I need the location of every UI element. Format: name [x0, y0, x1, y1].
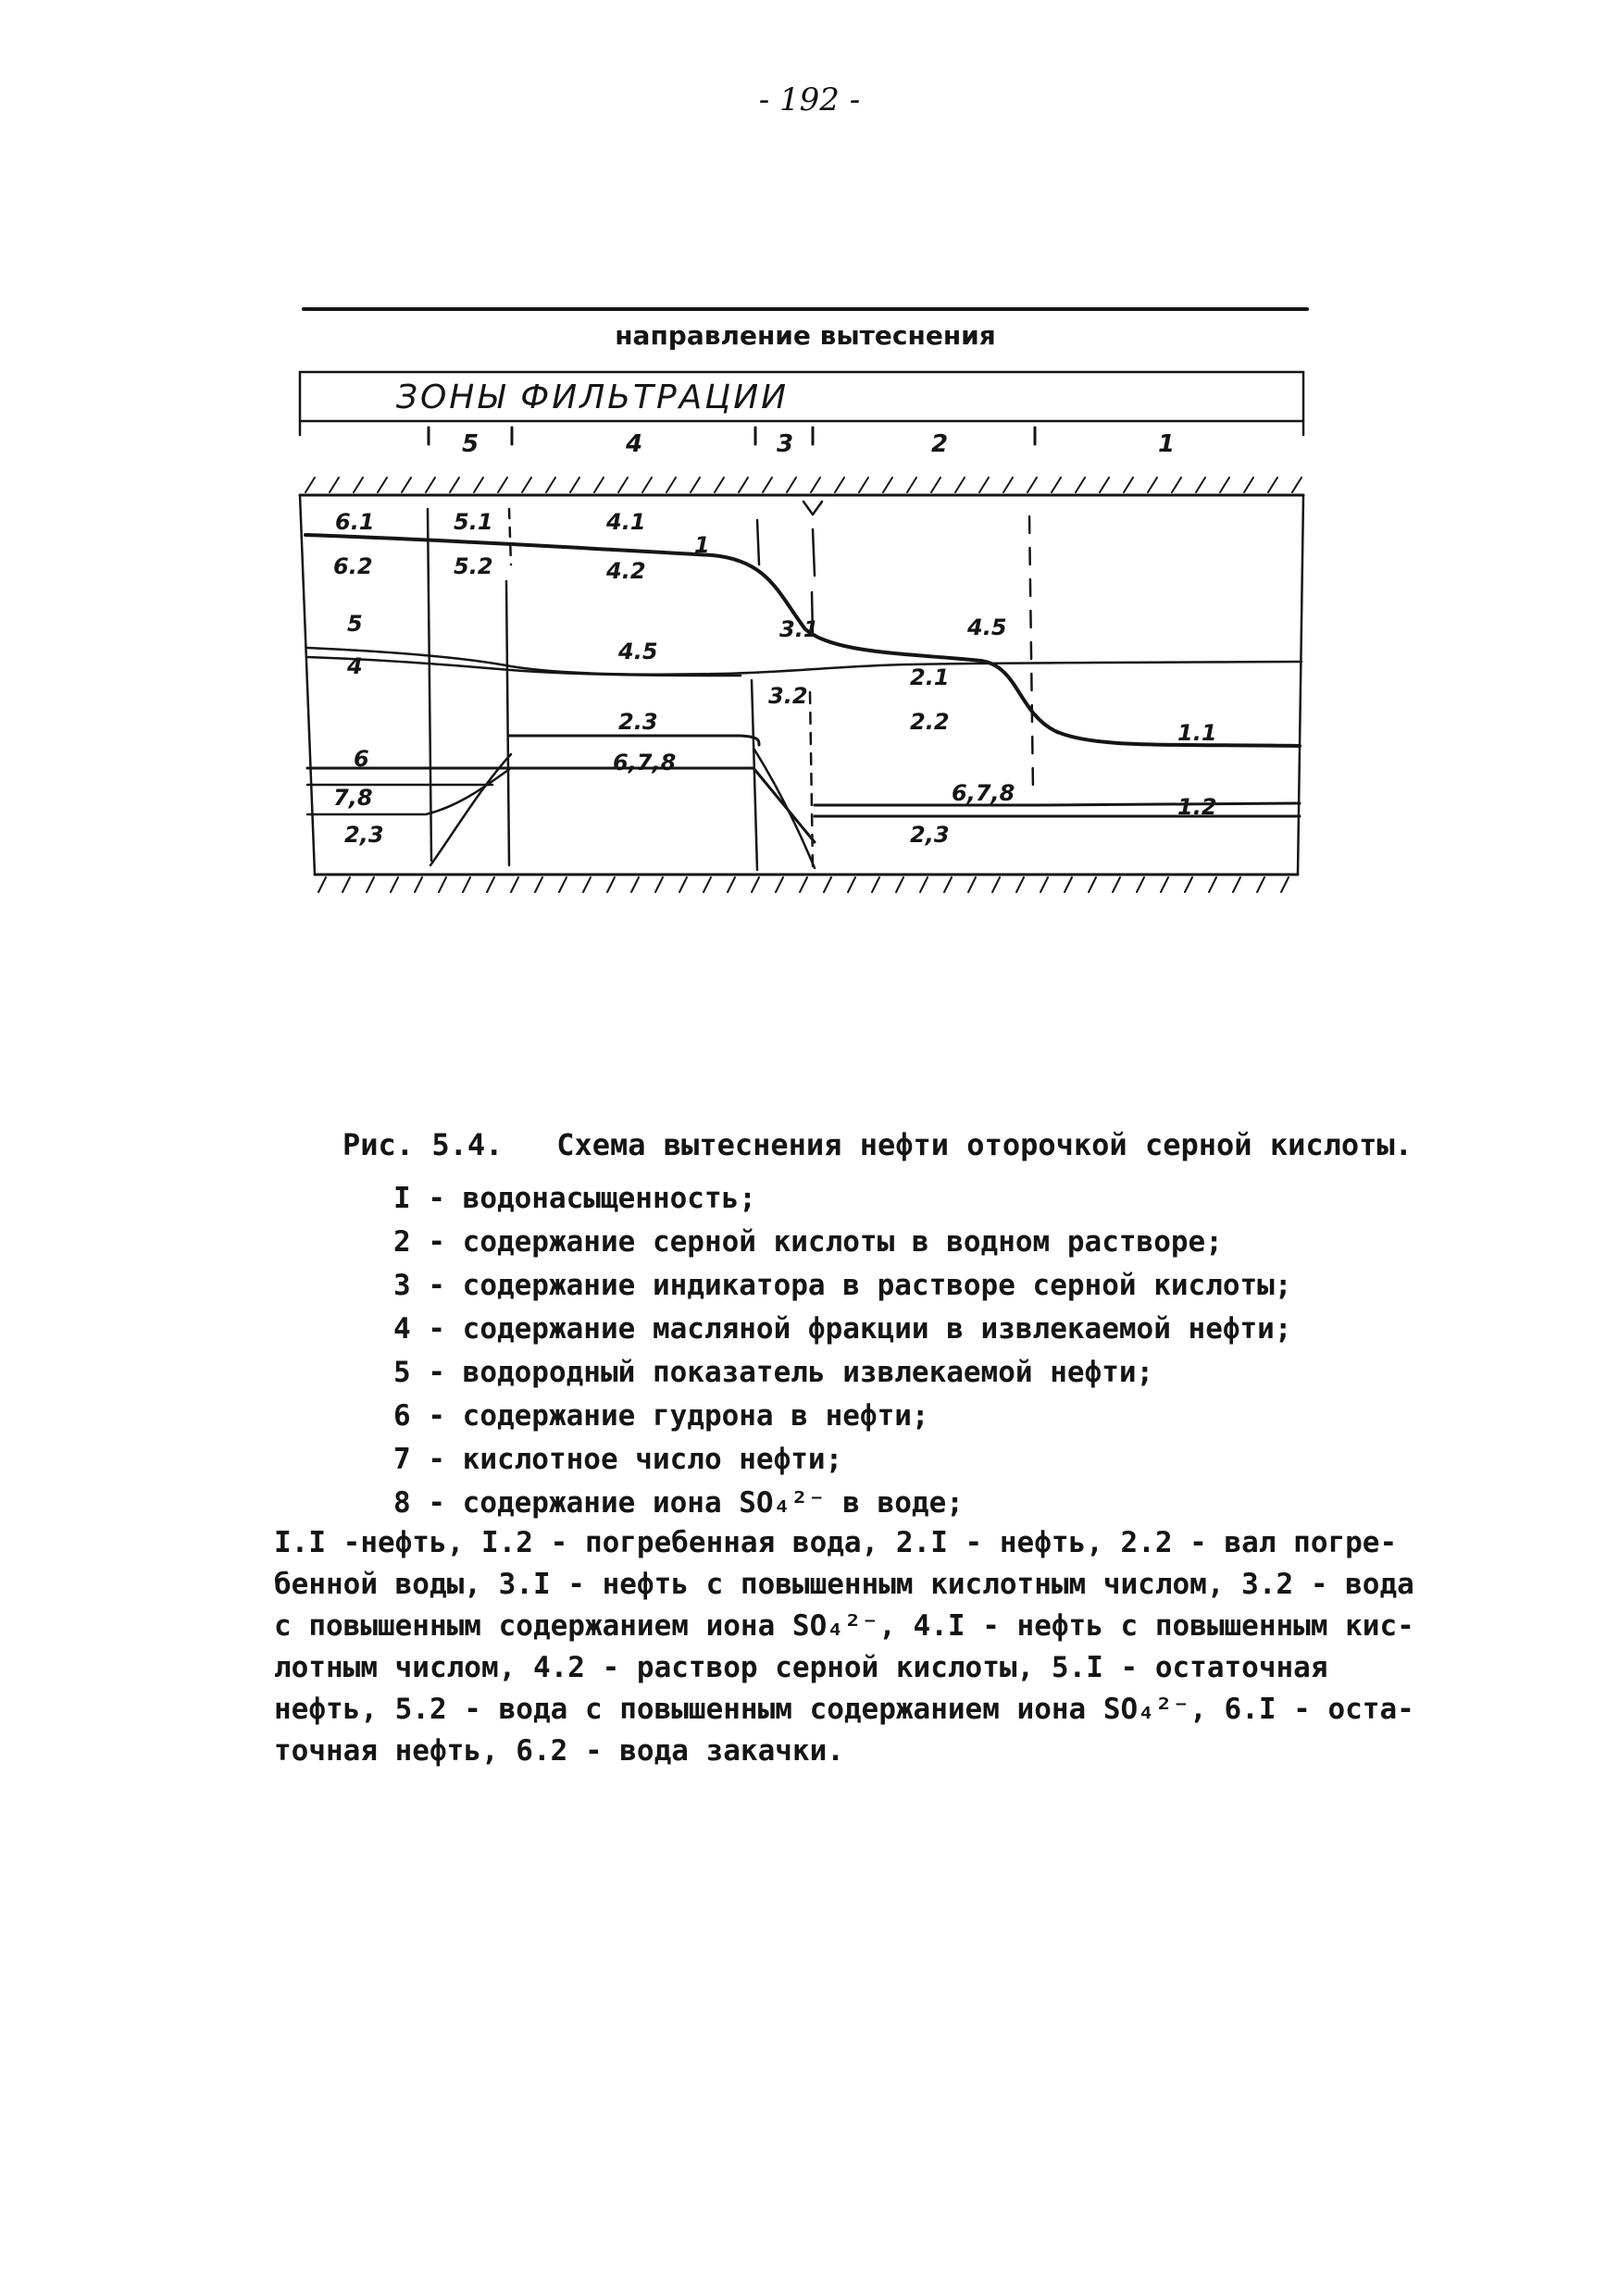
zone-label: 4 — [625, 430, 643, 458]
hatch-mark — [752, 877, 759, 892]
hatch-mark — [679, 877, 687, 892]
hatch-mark — [811, 478, 820, 492]
hatch-mark — [439, 877, 446, 892]
caption-prefix: Рис. 5.4. — [342, 1127, 504, 1162]
hatch-mark — [1292, 478, 1301, 492]
hatch-mark — [1027, 478, 1037, 492]
top-hatching — [305, 478, 1301, 492]
curve-label: 6.2 — [333, 553, 373, 579]
hatch-mark — [546, 478, 555, 492]
hatch-mark — [378, 478, 387, 492]
hatch-mark — [450, 478, 459, 492]
hatch-mark — [642, 478, 652, 492]
hatch-mark — [415, 877, 422, 892]
hatch-mark — [330, 478, 339, 492]
hatch-mark — [1185, 877, 1192, 892]
hatch-mark — [594, 478, 604, 492]
legend-list — [393, 1177, 1292, 1525]
curve-label: 2.1 — [910, 664, 950, 690]
hatch-mark — [402, 478, 411, 492]
hatch-mark — [944, 877, 952, 892]
legend-item: I - водонасыщенность; — [393, 1182, 756, 1215]
curve-label: 6,7,8 — [613, 750, 677, 776]
hatch-mark — [655, 877, 663, 892]
zone-label: 3 — [776, 430, 794, 458]
hatch-mark — [463, 877, 470, 892]
hatch-mark — [848, 877, 855, 892]
hatch-mark — [487, 877, 494, 892]
curve-label: 3.2 — [768, 683, 808, 709]
hatch-mark — [824, 877, 831, 892]
hatch-mark — [1052, 478, 1061, 492]
hatch-mark — [1089, 877, 1096, 892]
front-line — [428, 509, 431, 861]
hatch-mark — [1076, 478, 1085, 492]
legend-item: 6 - содержание гудрона в нефти; — [393, 1399, 929, 1433]
bottom-hatching — [318, 877, 1289, 892]
hatch-mark — [763, 478, 772, 492]
curve-label: 4.5 — [967, 614, 1007, 640]
legend-item: 5 - водородный показатель извлекаемой нефти; — [393, 1356, 1154, 1389]
curve-6-7-8-right — [815, 803, 1300, 805]
curve-label: 5.1 — [454, 509, 493, 535]
hatch-mark — [883, 478, 892, 492]
hatch-mark — [1040, 877, 1048, 892]
hatch-mark — [1257, 877, 1264, 892]
curve-label: 7,8 — [333, 785, 373, 811]
hatch-mark — [1209, 877, 1216, 892]
curve-label: 3.1 — [779, 616, 819, 642]
hatch-mark — [1065, 877, 1072, 892]
figure-caption — [342, 1127, 1453, 1162]
hatch-mark — [559, 877, 567, 892]
hatch-mark — [955, 478, 965, 492]
curve-label: 5 — [347, 611, 363, 637]
zones-text-line: с повышенным содержанием иона SO₄²⁻, 4.I - нефть с повышенным кис- — [274, 1609, 1414, 1643]
hatch-mark — [583, 877, 591, 892]
zones-text-line: лотным числом, 4.2 - раствор серной кислоты, 5.I - остаточная — [274, 1651, 1328, 1684]
hatch-mark — [607, 877, 615, 892]
zones-text-line: нефть, 5.2 - вода с повышенным содержанием иона SO₄²⁻, 6.I - оста- — [274, 1693, 1414, 1726]
hatch-mark — [1124, 478, 1133, 492]
hatch-mark — [342, 877, 350, 892]
hatch-mark — [979, 478, 989, 492]
hatch-mark — [522, 478, 531, 492]
curve-label: 4.2 — [606, 558, 646, 584]
hatch-mark — [426, 478, 435, 492]
hatch-mark — [739, 478, 748, 492]
curve-5 — [307, 648, 1301, 675]
curve-fall — [754, 750, 815, 868]
hatch-mark — [511, 877, 518, 892]
zones-description — [274, 1522, 1440, 1772]
hatch-mark — [715, 478, 724, 492]
hatch-mark — [1281, 877, 1289, 892]
legend-item: 7 - кислотное число нефти; — [393, 1443, 843, 1476]
hatch-mark — [666, 478, 676, 492]
legend-item: 3 - содержание индикатора в растворе серной кислоты; — [393, 1269, 1292, 1302]
zones-text-line: I.I -нефть, I.2 - погребенная вода, 2.I - нефть, 2.2 - вал погре- — [274, 1526, 1398, 1559]
front-line — [506, 581, 509, 865]
legend-item: 8 - содержание иона SO₄²⁻ в воде; — [393, 1486, 964, 1520]
curve-label: 4.5 — [618, 639, 658, 664]
hatch-mark — [1113, 877, 1120, 892]
zone-label: 1 — [1157, 430, 1176, 458]
curve-label: 4 — [347, 653, 363, 679]
hatch-mark — [859, 478, 868, 492]
hatch-mark — [1003, 478, 1013, 492]
curve-label: 5.2 — [454, 553, 493, 579]
hatch-mark — [931, 478, 940, 492]
hatch-mark — [787, 478, 796, 492]
hatch-mark — [896, 877, 903, 892]
hatch-mark — [907, 478, 916, 492]
hatch-mark — [1220, 478, 1229, 492]
figure-header: направление вытеснения — [615, 320, 996, 351]
hatch-mark — [1137, 877, 1144, 892]
legend-item: 4 - содержание масляной фракции в извлекаемой нефти; — [393, 1312, 1292, 1346]
curve-label: 2,3 — [910, 822, 950, 848]
hatch-mark — [920, 877, 928, 892]
hatch-mark — [1148, 478, 1157, 492]
hatch-mark — [631, 877, 639, 892]
hatch-mark — [1233, 877, 1240, 892]
hatch-mark — [968, 877, 976, 892]
curve-4 — [307, 657, 741, 676]
curve-label: 2.2 — [910, 709, 950, 735]
curve-label: 2.3 — [618, 709, 658, 735]
curve-label: 1 — [694, 532, 710, 558]
curve-label: 1.1 — [1177, 720, 1217, 746]
zones-text-line: точная нефть, 6.2 - вода закачки. — [274, 1734, 844, 1768]
page-number: - 192 - — [758, 81, 861, 118]
curve-label: 6,7,8 — [952, 780, 1015, 806]
front-line — [509, 509, 511, 565]
caption-title: Схема вытеснения нефти оторочкой серной кислоты. — [556, 1127, 1413, 1162]
zone-label: 2 — [930, 430, 949, 458]
curve-label: 4.1 — [606, 509, 646, 535]
layer-left-edge — [300, 495, 315, 875]
hatch-mark — [1268, 478, 1277, 492]
hatch-mark — [704, 877, 711, 892]
hatch-mark — [691, 478, 700, 492]
hatch-mark — [305, 478, 315, 492]
front-line — [810, 692, 813, 868]
displacement-scheme-figure — [278, 287, 1333, 916]
curve-v-mark — [803, 502, 822, 515]
front-line — [752, 680, 757, 870]
hatch-mark — [474, 478, 483, 492]
hatch-mark — [391, 877, 398, 892]
hatch-mark — [1016, 877, 1024, 892]
hatch-mark — [728, 877, 735, 892]
hatch-mark — [535, 877, 542, 892]
hatch-mark — [498, 478, 507, 492]
hatch-mark — [992, 877, 1000, 892]
hatch-mark — [570, 478, 579, 492]
hatch-mark — [1244, 478, 1253, 492]
zone-label: 5 — [461, 430, 479, 458]
curve-2-3 — [509, 736, 759, 745]
hatch-mark — [367, 877, 374, 892]
hatch-mark — [776, 877, 783, 892]
legend-item: 2 - содержание серной кислоты в водном растворе; — [393, 1225, 1223, 1259]
curve-label: 6.1 — [335, 509, 375, 535]
front-line — [757, 520, 759, 565]
hatch-mark — [1196, 478, 1205, 492]
hatch-mark — [1100, 478, 1109, 492]
curve-label: 1.2 — [1177, 794, 1217, 820]
hatch-mark — [318, 877, 326, 892]
hatch-mark — [1172, 478, 1181, 492]
hatch-mark — [354, 478, 363, 492]
front-line — [813, 529, 815, 576]
hatch-mark — [872, 877, 879, 892]
curve-label: 2,3 — [344, 822, 384, 848]
figure-title: ЗОНЫ ФИЛЬТРАЦИИ — [395, 379, 790, 416]
hatch-mark — [800, 877, 807, 892]
hatch-mark — [1161, 877, 1168, 892]
hatch-mark — [618, 478, 628, 492]
hatch-mark — [835, 478, 844, 492]
front-line — [1029, 516, 1033, 791]
zones-text-line: бенной воды, 3.I - нефть с повышенным кислотным числом, 3.2 - вода — [274, 1568, 1414, 1601]
curve-label: 6 — [354, 746, 369, 772]
